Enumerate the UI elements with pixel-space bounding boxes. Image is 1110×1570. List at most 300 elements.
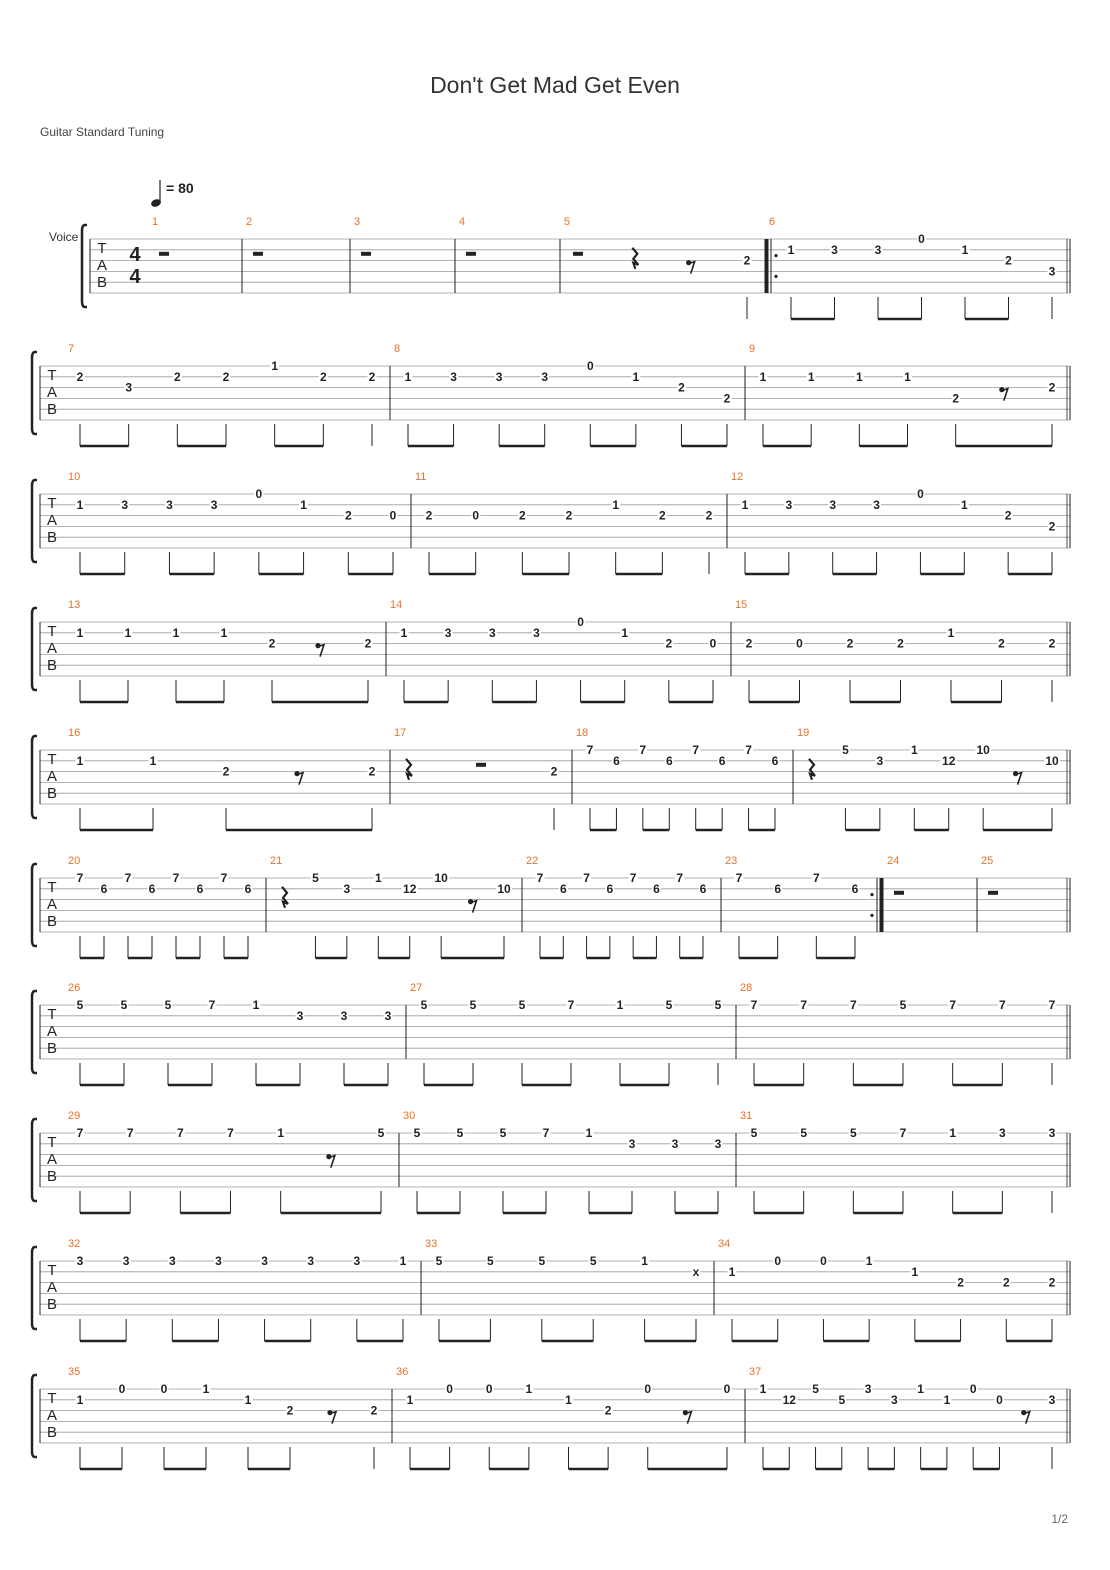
track-name: Voice: [49, 230, 79, 244]
fret-number: 1: [172, 625, 180, 640]
fret-number: 7: [76, 871, 84, 885]
fret-number: 1: [910, 743, 918, 757]
measure-number: 18: [576, 727, 589, 739]
fret-number: 6: [718, 753, 726, 768]
measure-number: 16: [68, 727, 81, 739]
fret-number: 7: [639, 743, 647, 757]
fret-number: 1: [220, 625, 228, 640]
fret-number: 1: [300, 497, 307, 512]
measure-number: 36: [396, 1366, 409, 1378]
fret-number: 2: [565, 508, 573, 523]
measure-number: 5: [564, 216, 571, 228]
fret-number: 2: [550, 764, 558, 779]
measure-number: 22: [526, 855, 539, 867]
repeat-dot: [774, 254, 777, 257]
fret-number: 5: [714, 998, 722, 1012]
fret-number: 3: [873, 497, 880, 512]
tab-clef-letter: A: [46, 1407, 58, 1424]
fret-number: 5: [665, 998, 673, 1012]
fret-number: 2: [658, 508, 666, 523]
measure-number: 37: [749, 1366, 762, 1378]
tempo-marking: = 80: [166, 180, 194, 196]
fret-number: 1: [406, 1392, 414, 1407]
fret-number: 7: [998, 998, 1006, 1012]
fret-number: 1: [759, 369, 767, 384]
fret-number: 5: [413, 1126, 421, 1140]
eighth-rest: [689, 262, 695, 274]
tab-clef-letter: B: [46, 1424, 58, 1441]
fret-number: 6: [771, 753, 779, 768]
fret-number: 6: [606, 881, 614, 896]
fret-number: 1: [277, 1126, 285, 1140]
fret-number: 2: [1004, 508, 1012, 523]
half-rest: [361, 252, 371, 256]
fret-number: 3: [1048, 264, 1056, 279]
tuning-label: Guitar Standard Tuning: [40, 125, 165, 139]
fret-number: 0: [796, 636, 803, 651]
fret-number: 0: [996, 1392, 1003, 1407]
fret-number: 1: [525, 1382, 533, 1396]
fret-number: 3: [168, 1254, 176, 1268]
fret-number: 6: [699, 881, 707, 896]
tab-clef-letter: A: [96, 257, 108, 274]
fret-number: 1: [374, 871, 382, 885]
fret-number: 2: [952, 391, 960, 406]
fret-number: 1: [865, 1254, 873, 1268]
measure-number: 13: [68, 599, 81, 611]
half-rest: [573, 252, 583, 256]
fret-number: 7: [812, 871, 820, 885]
fret-number: 1: [621, 625, 629, 640]
tab-clef-letter: A: [46, 1151, 58, 1168]
fret-number: 5: [838, 1392, 846, 1407]
measure-number: 10: [68, 471, 81, 483]
fret-number: 5: [435, 1254, 443, 1268]
fret-number: 1: [917, 1382, 924, 1396]
system-bracket: [82, 225, 87, 307]
fret-number: 2: [319, 369, 327, 384]
fret-number: 1: [728, 1264, 736, 1279]
fret-number: 2: [222, 369, 230, 384]
measure-number: 21: [270, 855, 283, 867]
fret-number: 2: [370, 1403, 378, 1418]
tab-clef-letter: T: [47, 367, 57, 384]
fret-number: 5: [456, 1126, 464, 1140]
half-rest: [466, 252, 476, 256]
fret-number: 1: [400, 625, 408, 640]
measure-number: 24: [887, 855, 900, 867]
fret-number: 2: [846, 636, 854, 651]
system-bracket: [32, 352, 37, 434]
fret-number: 2: [998, 636, 1005, 651]
fret-number: 1: [271, 359, 279, 373]
fret-number: 5: [120, 998, 128, 1012]
fret-number: 7: [1048, 998, 1056, 1012]
fret-number: 7: [629, 871, 637, 885]
fret-number: 3: [76, 1254, 84, 1268]
fret-number: 1: [252, 998, 260, 1012]
fret-number: 3: [829, 497, 837, 512]
fret-number: 6: [851, 881, 859, 896]
measure-number: 19: [797, 727, 810, 739]
fret-number: 5: [750, 1126, 758, 1140]
fret-number: 7: [586, 743, 594, 757]
page-number: 1/2: [1051, 1512, 1068, 1526]
fret-number: 5: [538, 1254, 546, 1268]
fret-number: 10: [1045, 753, 1059, 768]
fret-number: 1: [961, 242, 969, 257]
fret-number: 0: [723, 1382, 731, 1396]
fret-number: 3: [340, 1008, 348, 1023]
repeat-dot: [870, 914, 873, 917]
fret-number: 3: [541, 369, 549, 384]
fret-number: 0: [389, 508, 397, 523]
fret-number: 1: [202, 1382, 210, 1396]
tab-clef-letter: B: [46, 657, 58, 674]
fret-number: 3: [495, 369, 503, 384]
tab-clef-letter: T: [47, 879, 57, 896]
quarter-rest: [406, 759, 412, 780]
fret-number: 1: [855, 369, 863, 384]
fret-number: 7: [899, 1126, 907, 1140]
tab-clef-letter: T: [47, 751, 57, 768]
fret-number: 3: [874, 242, 882, 257]
fret-number: 3: [876, 753, 884, 768]
fret-number: 2: [678, 380, 685, 395]
fret-number: 3: [353, 1254, 361, 1268]
eighth-rest: [1002, 389, 1008, 401]
fret-number: 1: [404, 369, 412, 384]
fret-number: 2: [705, 508, 713, 523]
tab-clef-letter: B: [46, 785, 58, 802]
fret-number: 2: [1048, 1275, 1056, 1290]
measure-number: 28: [740, 982, 753, 994]
fret-number: 0: [118, 1382, 126, 1396]
tab-clef-letter: A: [46, 768, 58, 785]
fret-number: 2: [518, 508, 526, 523]
measure-number: 35: [68, 1366, 81, 1378]
measure-number: 33: [425, 1238, 438, 1250]
fret-number: 1: [787, 242, 795, 257]
measure-number: 23: [725, 855, 738, 867]
fret-number: 5: [899, 998, 907, 1012]
fret-number: 2: [364, 636, 372, 651]
fret-number: 7: [949, 998, 957, 1012]
fret-number: 0: [774, 1254, 782, 1268]
fret-number: 10: [976, 743, 990, 757]
measure-number: 27: [410, 982, 423, 994]
fret-number: 2: [1048, 519, 1056, 534]
fret-number: 7: [849, 998, 857, 1012]
fret-number: 3: [1048, 1126, 1056, 1140]
tab-clef-letter: B: [46, 401, 58, 418]
system-bracket: [32, 991, 37, 1073]
half-rest: [988, 891, 998, 895]
repeat-dot: [870, 893, 873, 896]
fret-number: 1: [399, 1254, 407, 1268]
measure-number: 1: [152, 216, 159, 228]
measure-number: 30: [403, 1110, 416, 1122]
tab-clef-letter: A: [46, 512, 58, 529]
fret-number: 0: [160, 1382, 168, 1396]
fret-number: 7: [176, 1126, 184, 1140]
fret-number: 3: [307, 1254, 315, 1268]
fret-number: 12: [942, 753, 956, 768]
fret-number: 0: [485, 1382, 493, 1396]
fret-number: 1: [149, 753, 157, 768]
system-bracket: [32, 864, 37, 946]
fret-number: 12: [782, 1392, 796, 1407]
fret-number: 1: [911, 1264, 919, 1279]
fret-number: 2: [1048, 380, 1056, 395]
tab-clef-letter: A: [46, 1279, 58, 1296]
quarter-rest: [809, 759, 815, 780]
fret-number: 5: [518, 998, 526, 1012]
fret-number: 6: [653, 881, 660, 896]
fret-number: 1: [949, 1126, 957, 1140]
fret-number: 5: [842, 743, 849, 757]
fret-number: 5: [800, 1126, 808, 1140]
tab-clef-letter: B: [46, 913, 58, 930]
measure-number: 29: [68, 1110, 81, 1122]
fret-number: 1: [947, 625, 955, 640]
fret-number: 6: [100, 881, 108, 896]
fret-number: 2: [286, 1403, 294, 1418]
fret-number: 7: [542, 1126, 550, 1140]
fret-number: 0: [917, 487, 924, 501]
measure-number: 20: [68, 855, 81, 867]
measure-number: 17: [394, 727, 407, 739]
fret-number: 12: [403, 881, 417, 896]
measure-number: 12: [731, 471, 744, 483]
half-rest: [476, 763, 486, 767]
fret-number: 7: [750, 998, 758, 1012]
fret-number: 6: [613, 753, 620, 768]
fret-number: 2: [743, 253, 751, 268]
fret-number: 7: [676, 871, 684, 885]
song-title: Don't Get Mad Get Even: [430, 72, 680, 98]
fret-number: 7: [76, 1126, 84, 1140]
tab-clef-letter: B: [46, 1040, 58, 1057]
fret-number: 1: [585, 1126, 593, 1140]
measure-number: 8: [394, 343, 401, 355]
fret-number: 0: [918, 232, 925, 246]
measure-number: 32: [68, 1238, 81, 1250]
fret-number: 1: [960, 497, 968, 512]
fret-number: 5: [589, 1254, 597, 1268]
tab-clef-letter: B: [46, 1168, 58, 1185]
fret-number: 1: [124, 625, 132, 640]
fret-number: 7: [208, 998, 216, 1012]
fret-number: 3: [533, 625, 540, 640]
fret-number: 1: [943, 1392, 951, 1407]
fret-number: 0: [577, 615, 584, 629]
fret-number: 3: [1048, 1392, 1056, 1407]
fret-number: 6: [196, 881, 204, 896]
tab-clef-letter: T: [97, 240, 107, 257]
fret-number: 2: [957, 1275, 964, 1290]
measure-number: 2: [246, 216, 253, 228]
fret-number: 2: [745, 636, 753, 651]
fret-number: 1: [244, 1392, 252, 1407]
measure-number: 9: [749, 343, 756, 355]
tab-clef-letter: B: [96, 274, 108, 291]
fret-number: 7: [172, 871, 180, 885]
tab-clef-letter: T: [47, 1390, 57, 1407]
fret-number: 1: [616, 998, 624, 1012]
repeat-end-bar: [880, 878, 884, 932]
tab-clef-letter: T: [47, 1134, 57, 1151]
quarter-rest: [632, 248, 638, 269]
fret-number: 3: [891, 1392, 898, 1407]
fret-number: 3: [444, 625, 452, 640]
fret-number: 7: [124, 871, 132, 885]
fret-number: 1: [632, 369, 640, 384]
fret-number: 6: [665, 753, 673, 768]
fret-number: 1: [641, 1254, 648, 1268]
fret-number: 7: [745, 743, 752, 757]
fret-number: 3: [343, 881, 351, 896]
fret-number: 3: [121, 497, 129, 512]
fret-number: 3: [215, 1254, 222, 1268]
tab-clef-letter: A: [46, 384, 58, 401]
fret-number: 1: [807, 369, 815, 384]
fret-number: 5: [499, 1126, 507, 1140]
fret-number: 7: [735, 871, 743, 885]
fret-number: 3: [628, 1136, 636, 1151]
fret-number: 0: [446, 1382, 453, 1396]
fret-number: 0: [472, 508, 480, 523]
fret-number: 7: [220, 871, 228, 885]
fret-number: 7: [567, 998, 575, 1012]
measure-number: 6: [769, 216, 776, 228]
fret-number: 0: [820, 1254, 827, 1268]
measure-number: 26: [68, 982, 81, 994]
fret-number: 3: [671, 1136, 679, 1151]
fret-number: 7: [800, 998, 808, 1012]
fret-number: 3: [296, 1008, 304, 1023]
half-rest: [159, 252, 169, 256]
fret-number: 2: [268, 636, 276, 651]
measure-number: 11: [415, 471, 427, 483]
fret-number: x: [692, 1264, 700, 1279]
fret-number: 10: [434, 871, 448, 885]
half-rest: [894, 891, 904, 895]
fret-number: 1: [759, 1382, 767, 1396]
fret-number: 2: [368, 764, 376, 779]
measure-number: 14: [390, 599, 403, 611]
fret-number: 1: [565, 1392, 572, 1407]
fret-number: 5: [469, 998, 477, 1012]
fret-number: 2: [897, 636, 904, 651]
fret-number: 2: [1048, 636, 1056, 651]
tab-clef-letter: B: [46, 529, 58, 546]
fret-number: 3: [261, 1254, 268, 1268]
fret-number: 2: [665, 636, 673, 651]
tab-clef-letter: T: [47, 623, 57, 640]
fret-number: 1: [76, 753, 84, 768]
fret-number: 3: [785, 497, 793, 512]
tab-clef-letter: T: [47, 1006, 57, 1023]
fret-number: 1: [76, 625, 84, 640]
system-bracket: [32, 1119, 37, 1201]
fret-number: 6: [774, 881, 782, 896]
fret-number: 7: [536, 871, 544, 885]
quarter-rest: [282, 887, 288, 908]
fret-number: 1: [76, 1392, 84, 1407]
fret-number: 3: [166, 497, 173, 512]
fret-number: 2: [76, 369, 84, 384]
system-bracket: [32, 736, 37, 818]
measure-number: 4: [459, 216, 466, 228]
fret-number: 3: [122, 1254, 130, 1268]
fret-number: 3: [125, 380, 133, 395]
fret-number: 5: [487, 1254, 494, 1268]
tab-clef-letter: T: [47, 495, 57, 512]
fret-number: 1: [76, 497, 84, 512]
repeat-dot: [774, 275, 777, 278]
repeat-start-bar: [765, 239, 769, 293]
fret-number: 5: [377, 1126, 385, 1140]
time-signature-bottom: 4: [129, 266, 141, 288]
fret-number: 2: [368, 369, 376, 384]
tab-clef-letter: A: [46, 1023, 58, 1040]
tab-clef-letter: A: [46, 640, 58, 657]
fret-number: 3: [714, 1136, 722, 1151]
measure-number: 3: [354, 216, 361, 228]
tab-clef-letter: B: [46, 1296, 58, 1313]
fret-number: 1: [741, 497, 749, 512]
fret-number: 5: [420, 998, 428, 1012]
fret-number: 1: [612, 497, 620, 512]
fret-number: 6: [559, 881, 567, 896]
time-signature-top: 4: [129, 244, 141, 266]
fret-number: 3: [864, 1382, 872, 1396]
system-bracket: [32, 1247, 37, 1329]
fret-number: 3: [384, 1008, 392, 1023]
measure-number: 31: [740, 1110, 753, 1122]
fret-number: 2: [173, 369, 181, 384]
fret-number: 7: [583, 871, 590, 885]
fret-number: 3: [998, 1126, 1006, 1140]
tab-clef-letter: A: [46, 896, 58, 913]
fret-number: 5: [812, 1382, 819, 1396]
tab-clef-letter: T: [47, 1262, 57, 1279]
fret-number: 0: [644, 1382, 652, 1396]
fret-number: 7: [126, 1126, 134, 1140]
fret-number: 0: [969, 1382, 977, 1396]
measure-number: 34: [718, 1238, 731, 1250]
fret-number: 3: [450, 369, 457, 384]
system-bracket: [32, 480, 37, 562]
fret-number: 2: [1002, 1275, 1010, 1290]
fret-number: 7: [692, 743, 700, 757]
system-bracket: [32, 608, 37, 690]
fret-number: 5: [312, 871, 319, 885]
measure-number: 7: [68, 343, 75, 355]
fret-number: 2: [604, 1403, 612, 1418]
fret-number: 0: [709, 636, 717, 651]
fret-number: 2: [222, 764, 230, 779]
fret-number: 2: [723, 391, 731, 406]
measure-number: 15: [735, 599, 748, 611]
measure-number: 25: [981, 855, 994, 867]
fret-number: 3: [488, 625, 496, 640]
fret-number: 6: [244, 881, 252, 896]
fret-number: 6: [148, 881, 156, 896]
fret-number: 1: [904, 369, 911, 384]
fret-number: 7: [227, 1126, 234, 1140]
